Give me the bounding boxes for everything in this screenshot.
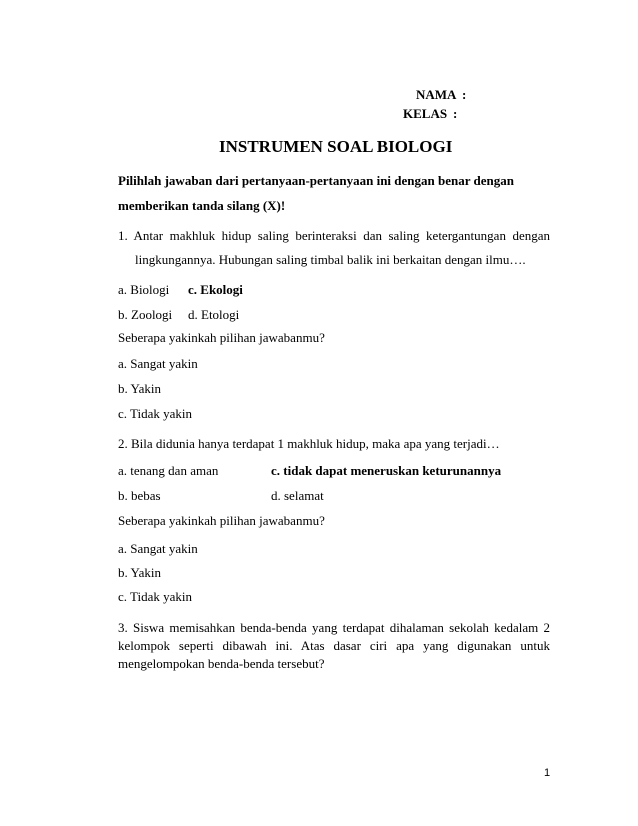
q2-option-a: a. tenang dan aman [118,463,219,478]
q2-confidence-a: a. Sangat yakin [118,541,198,556]
q2-confidence-b: b. Yakin [118,565,161,580]
nama-label: NAMA [416,87,457,102]
q1-option-d: d. Etologi [188,307,240,322]
q1-option-a: a. Biologi [118,282,170,297]
q1-option-b: b. Zoologi [118,307,173,322]
kelas-label: KELAS [403,106,448,121]
q1-text-line-2: lingkungannya. Hubungan saling timbal balik ini berkaitan dengan ilmu…. [135,252,526,267]
q1-confidence-prompt: Seberapa yakinkah pilihan jawabanmu? [118,330,325,345]
q1-confidence-b: b. Yakin [118,381,161,396]
q1-confidence-a: a. Sangat yakin [118,356,198,371]
q2-confidence-c: c. Tidak yakin [118,589,193,604]
q1-confidence-c: c. Tidak yakin [118,406,193,421]
instruction-line-2: memberikan tanda silang (X)! [118,198,286,213]
page-title: INSTRUMEN SOAL BIOLOGI [219,137,453,156]
q1-text-line-1: 1. Antar makhluk hidup saling berinteraksi dan saling ketergantungan dengan [118,228,550,243]
q3-text-line-2: kelompok seperti dibawah ini. Atas dasar ciri apa yang digunakan untuk [118,638,550,653]
page-number: 1 [544,767,551,779]
nama-colon: : [462,87,467,102]
q1-option-c: c. Ekologi [188,282,243,297]
q2-option-c: c. tidak dapat meneruskan keturunannya [271,463,502,478]
q2-confidence-prompt: Seberapa yakinkah pilihan jawabanmu? [118,513,325,528]
q2-option-d: d. selamat [271,488,324,503]
kelas-colon: : [453,106,458,121]
q3-text-line-3: mengelompokan benda-benda tersebut? [118,656,325,671]
q3-text-line-1: 3. Siswa memisahkan benda-benda yang terdapat dihalaman sekolah kedalam 2 [118,620,550,635]
instruction-line-1: Pilihlah jawaban dari pertanyaan-pertanyaan ini dengan benar dengan [118,173,514,188]
q2-option-b: b. bebas [118,488,161,503]
q2-text-line-1: 2. Bila didunia hanya terdapat 1 makhluk hidup, maka apa yang terjadi… [118,436,500,451]
